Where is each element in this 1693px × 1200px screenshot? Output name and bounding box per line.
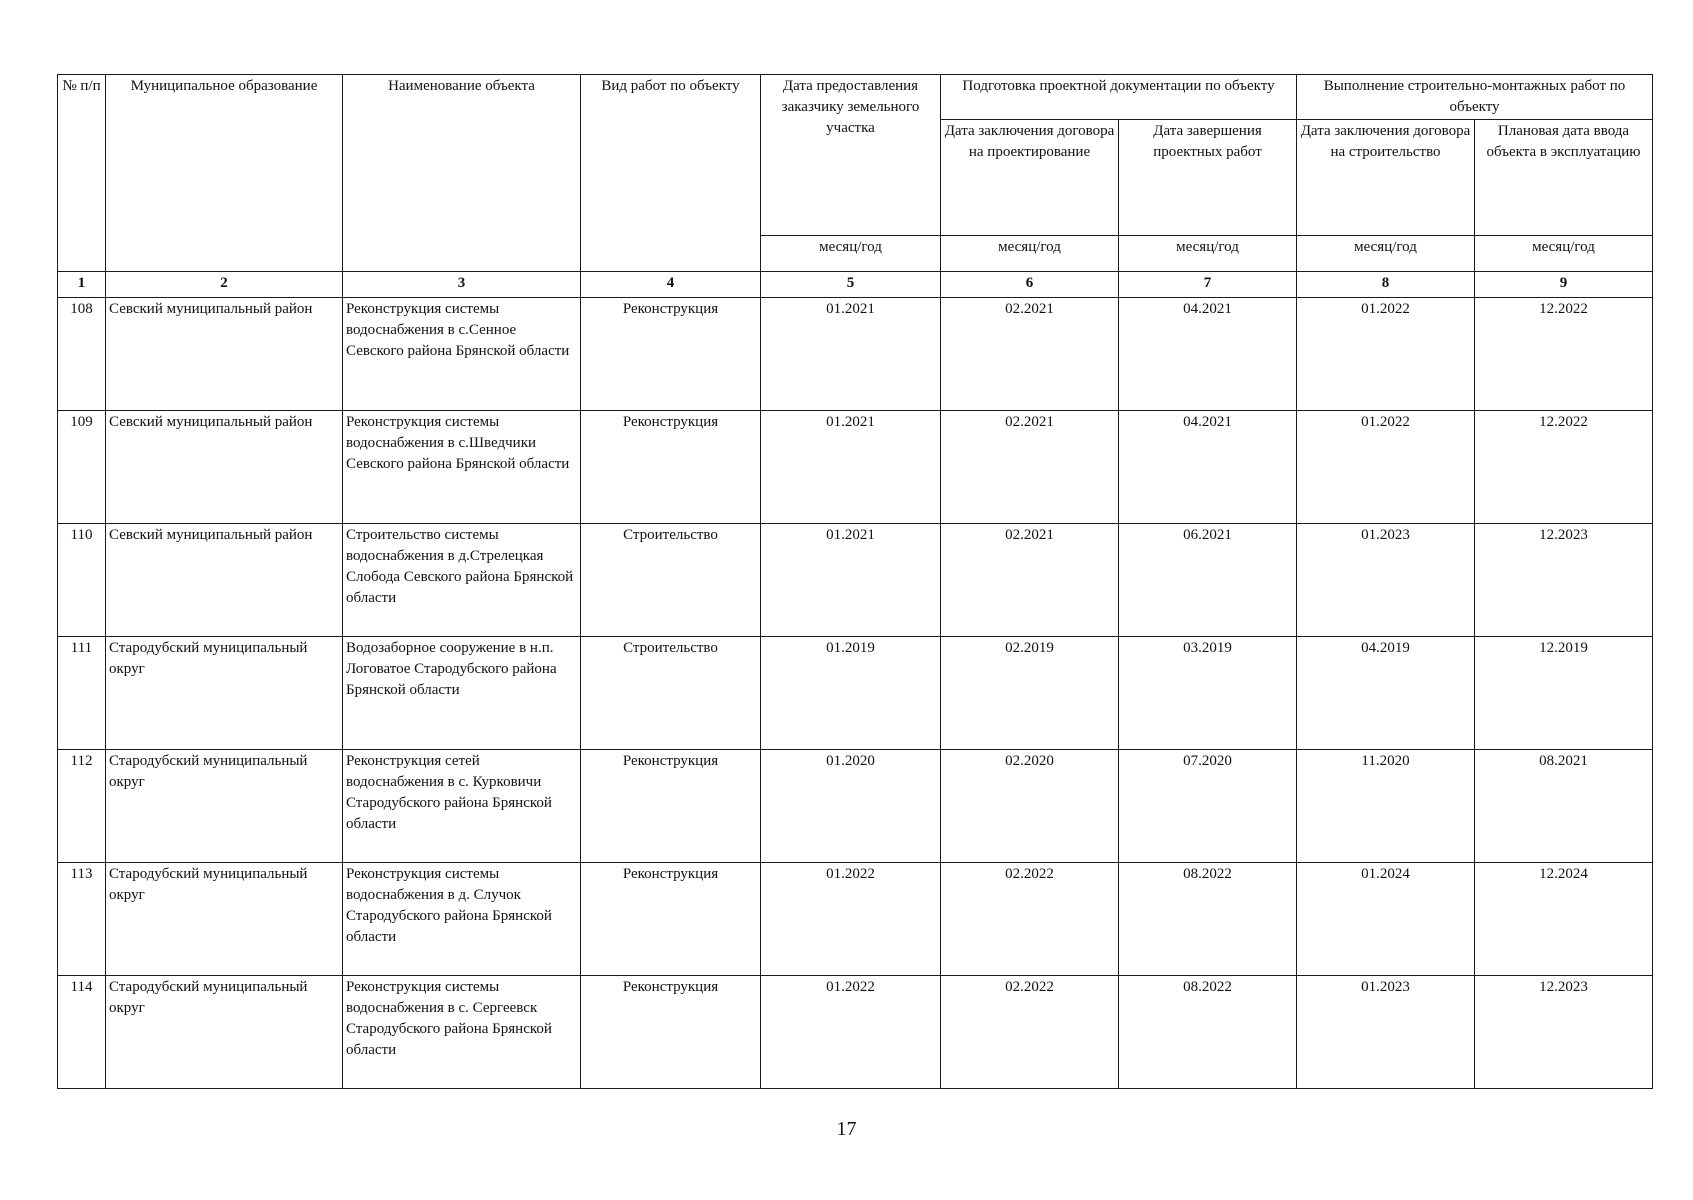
header-land-date: Дата предоставления заказчику земельного участка — [761, 75, 941, 236]
land-date-cell: 01.2021 — [761, 524, 941, 637]
column-number: 2 — [106, 272, 343, 298]
commission-cell: 12.2022 — [1475, 298, 1653, 411]
land-date-cell: 01.2022 — [761, 976, 941, 1089]
commission-cell: 12.2023 — [1475, 976, 1653, 1089]
build-contract-cell: 01.2023 — [1297, 976, 1475, 1089]
build-contract-cell: 04.2019 — [1297, 637, 1475, 750]
commission-cell: 12.2022 — [1475, 411, 1653, 524]
row-number: 112 — [58, 750, 106, 863]
row-number: 113 — [58, 863, 106, 976]
header-municipality: Муниципальное образование — [106, 75, 343, 272]
header-object: Наименование объекта — [343, 75, 581, 272]
row-number: 110 — [58, 524, 106, 637]
unit-cell: месяц/год — [1297, 236, 1475, 272]
object-name-cell: Строительство системы водоснабжения в д.Стрелецкая Слобода Севского района Брянской области — [343, 524, 581, 637]
column-number: 9 — [1475, 272, 1653, 298]
object-name-cell: Реконструкция системы водоснабжения в д. Случок Стародубского района Брянской области — [343, 863, 581, 976]
column-number: 3 — [343, 272, 581, 298]
commission-cell: 12.2023 — [1475, 524, 1653, 637]
page-number: 17 — [836, 1118, 857, 1140]
work-type-cell: Реконструкция — [581, 976, 761, 1089]
header-design-end: Дата завершения проектных работ — [1119, 120, 1297, 236]
table-row — [58, 863, 1653, 976]
commission-cell: 12.2024 — [1475, 863, 1653, 976]
header-design-group: Подготовка проектной документации по объекту — [941, 75, 1297, 120]
design-contract-cell: 02.2022 — [941, 863, 1119, 976]
design-contract-cell: 02.2021 — [941, 524, 1119, 637]
commission-cell: 08.2021 — [1475, 750, 1653, 863]
design-end-cell: 03.2019 — [1119, 637, 1297, 750]
column-number: 7 — [1119, 272, 1297, 298]
header-build-contract: Дата заключения договора на строительство — [1297, 120, 1475, 236]
column-number: 4 — [581, 272, 761, 298]
header-design-contract: Дата заключения договора на проектирование — [941, 120, 1119, 236]
unit-cell: месяц/год — [1475, 236, 1653, 272]
build-contract-cell: 01.2022 — [1297, 298, 1475, 411]
design-end-cell: 08.2022 — [1119, 863, 1297, 976]
land-date-cell: 01.2022 — [761, 863, 941, 976]
unit-cell: месяц/год — [1119, 236, 1297, 272]
land-date-cell: 01.2021 — [761, 298, 941, 411]
header-num: № п/п — [58, 75, 106, 272]
municipality-cell: Севский муниципальный район — [106, 411, 343, 524]
table-row — [58, 976, 1653, 1089]
object-name-cell: Реконструкция системы водоснабжения в с. Сергеевск Стародубского района Брянской области — [343, 976, 581, 1089]
design-contract-cell: 02.2021 — [941, 298, 1119, 411]
municipality-cell: Стародубский муниципальный округ — [106, 750, 343, 863]
design-end-cell: 06.2021 — [1119, 524, 1297, 637]
objects-table — [57, 74, 1653, 1089]
municipality-cell: Севский муниципальный район — [106, 524, 343, 637]
header-construction-group: Выполнение строительно-монтажных работ по объекту — [1297, 75, 1653, 120]
design-end-cell: 08.2022 — [1119, 976, 1297, 1089]
object-name-cell: Реконструкция системы водоснабжения в с.Шведчики Севского района Брянской области — [343, 411, 581, 524]
municipality-cell: Стародубский муниципальный округ — [106, 863, 343, 976]
design-contract-cell: 02.2020 — [941, 750, 1119, 863]
design-end-cell: 04.2021 — [1119, 298, 1297, 411]
build-contract-cell: 01.2022 — [1297, 411, 1475, 524]
table-row — [58, 298, 1653, 411]
commission-cell: 12.2019 — [1475, 637, 1653, 750]
work-type-cell: Строительство — [581, 637, 761, 750]
municipality-cell: Стародубский муниципальный округ — [106, 976, 343, 1089]
municipality-cell: Севский муниципальный район — [106, 298, 343, 411]
object-name-cell: Реконструкция сетей водоснабжения в с. Курковичи Стародубского района Брянской области — [343, 750, 581, 863]
build-contract-cell: 11.2020 — [1297, 750, 1475, 863]
table-row — [58, 637, 1653, 750]
design-end-cell: 04.2021 — [1119, 411, 1297, 524]
table-row — [58, 750, 1653, 863]
column-number: 5 — [761, 272, 941, 298]
land-date-cell: 01.2020 — [761, 750, 941, 863]
work-type-cell: Реконструкция — [581, 750, 761, 863]
header-row-1 — [58, 75, 1653, 120]
work-type-cell: Строительство — [581, 524, 761, 637]
object-name-cell: Реконструкция системы водоснабжения в с.Сенное Севского района Брянской области — [343, 298, 581, 411]
build-contract-cell: 01.2023 — [1297, 524, 1475, 637]
header-work-type: Вид работ по объекту — [581, 75, 761, 272]
land-date-cell: 01.2019 — [761, 637, 941, 750]
table-row — [58, 411, 1653, 524]
row-number: 114 — [58, 976, 106, 1089]
table-row — [58, 524, 1653, 637]
work-type-cell: Реконструкция — [581, 863, 761, 976]
object-name-cell: Водозаборное сооружение в н.п. Логоватое Стародубского района Брянской области — [343, 637, 581, 750]
unit-cell: месяц/год — [761, 236, 941, 272]
row-number: 111 — [58, 637, 106, 750]
row-number: 108 — [58, 298, 106, 411]
design-contract-cell: 02.2022 — [941, 976, 1119, 1089]
build-contract-cell: 01.2024 — [1297, 863, 1475, 976]
municipality-cell: Стародубский муниципальный округ — [106, 637, 343, 750]
design-end-cell: 07.2020 — [1119, 750, 1297, 863]
column-number: 8 — [1297, 272, 1475, 298]
column-numbers-row — [58, 272, 1653, 298]
row-number: 109 — [58, 411, 106, 524]
header-commission: Плановая дата ввода объекта в эксплуатацию — [1475, 120, 1653, 236]
land-date-cell: 01.2021 — [761, 411, 941, 524]
design-contract-cell: 02.2019 — [941, 637, 1119, 750]
column-number: 1 — [58, 272, 106, 298]
work-type-cell: Реконструкция — [581, 298, 761, 411]
work-type-cell: Реконструкция — [581, 411, 761, 524]
unit-cell: месяц/год — [941, 236, 1119, 272]
column-number: 6 — [941, 272, 1119, 298]
design-contract-cell: 02.2021 — [941, 411, 1119, 524]
